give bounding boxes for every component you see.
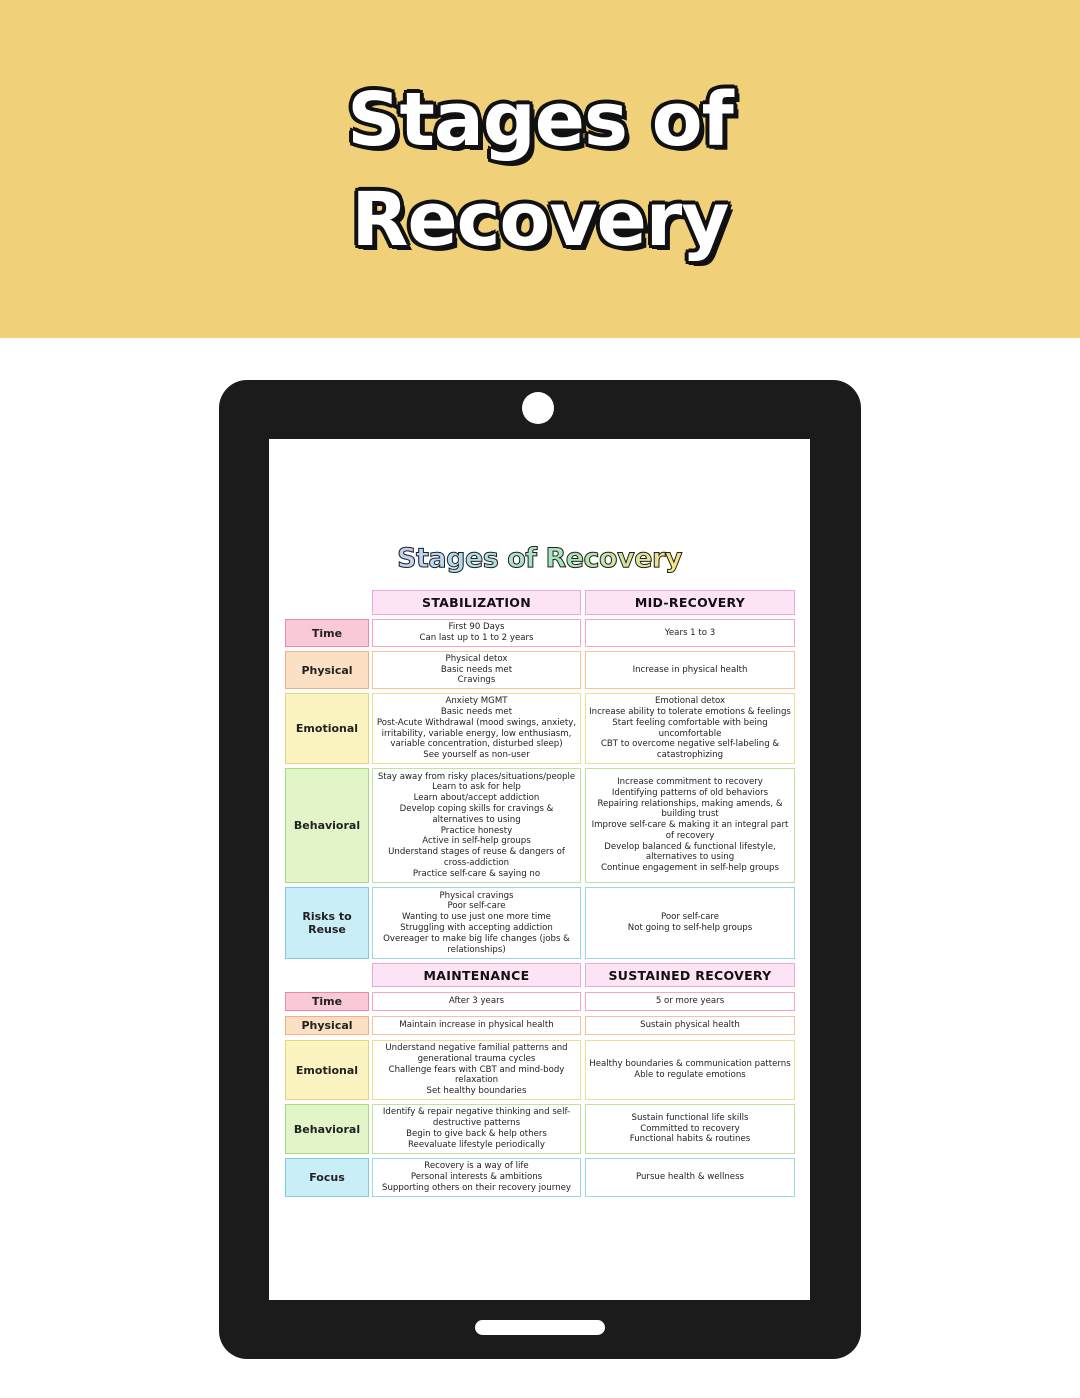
row-label-time: Time bbox=[285, 992, 369, 1011]
cell-line: Understand stages of reuse & dangers of bbox=[388, 847, 565, 858]
table-row bbox=[269, 768, 810, 883]
table-cell bbox=[372, 693, 581, 764]
row-label-emotional: Emotional bbox=[285, 693, 369, 764]
cell-line: Develop balanced & functional lifestyle, bbox=[604, 841, 776, 852]
cell-line: Struggling with accepting addiction bbox=[400, 923, 553, 933]
cell-line: catastrophizing bbox=[656, 750, 724, 761]
cell-line: building trust bbox=[661, 809, 719, 820]
cell-line: Practice honesty bbox=[440, 825, 513, 836]
row-label-physical: Physical bbox=[285, 651, 369, 689]
column-header-text: SUSTAINED RECOVERY bbox=[608, 967, 772, 983]
cell-line: Anxiety MGMT bbox=[445, 696, 508, 707]
cell-line: relaxation bbox=[454, 1075, 499, 1086]
table-cell bbox=[372, 1158, 581, 1197]
table-cell bbox=[585, 768, 795, 883]
cell-line: CBT to overcome negative self-labeling & bbox=[600, 739, 780, 750]
cell-line: Start feeling comfortable with being bbox=[612, 717, 768, 728]
cell-line: generational trauma cycles bbox=[417, 1053, 536, 1064]
cell-line: Committed to recovery bbox=[640, 1123, 740, 1134]
cell-line: Sustain functional life skills bbox=[631, 1112, 749, 1123]
header-banner bbox=[0, 0, 1080, 338]
cell-line: Overeager to make big life changes (jobs & bbox=[383, 933, 570, 944]
cell-line: 5 or more years bbox=[655, 996, 725, 1007]
camera-icon bbox=[522, 392, 554, 424]
cell-line: Learn to ask for help bbox=[432, 782, 521, 793]
row-label-behavioral: Behavioral bbox=[285, 768, 369, 883]
table-cell bbox=[585, 619, 795, 647]
table-row bbox=[269, 1016, 810, 1035]
table-cell bbox=[372, 1040, 581, 1100]
cell-line: Pursue health & wellness bbox=[635, 1172, 745, 1183]
cell-line: Physical detox bbox=[445, 653, 508, 664]
cell-line: Functional habits & routines bbox=[629, 1134, 751, 1145]
cell-line: alternatives to using bbox=[645, 852, 735, 863]
cell-line: Understand negative familial patterns and bbox=[385, 1043, 568, 1053]
table-row bbox=[269, 887, 810, 959]
table-cell bbox=[585, 1158, 795, 1197]
column-header bbox=[585, 590, 795, 615]
table-row bbox=[269, 1040, 810, 1100]
cell-line: Learn about/accept addiction bbox=[413, 793, 540, 804]
document-title: Stages of Recovery bbox=[269, 539, 810, 579]
column-header bbox=[372, 963, 581, 987]
cell-line: Personal interests & ambitions bbox=[410, 1172, 543, 1183]
column-header bbox=[372, 590, 581, 615]
row-label-risks: Risks to Reuse bbox=[285, 887, 369, 959]
table-row bbox=[269, 1158, 810, 1197]
cell-line: Wanting to use just one more time bbox=[402, 912, 551, 923]
cell-line: Poor self-care bbox=[447, 901, 506, 912]
table-cell bbox=[372, 651, 581, 689]
cell-line: Able to regulate emotions bbox=[634, 1070, 746, 1080]
cell-line: Emotional detox bbox=[654, 696, 726, 707]
cell-line: Set healthy boundaries bbox=[426, 1086, 527, 1097]
cell-line: Identify & repair negative thinking and self- bbox=[382, 1107, 571, 1118]
table-cell bbox=[372, 619, 581, 647]
cell-line: Practice self-care & saying no bbox=[412, 868, 541, 879]
cell-line: cross-addiction bbox=[443, 857, 510, 868]
cell-line: Stay away from risky places/situations/people bbox=[377, 771, 576, 782]
table-cell bbox=[585, 1016, 795, 1035]
tablet-screen bbox=[269, 439, 810, 1300]
table-cell bbox=[585, 651, 795, 689]
cell-line: alternatives to using bbox=[432, 814, 521, 825]
column-header bbox=[585, 963, 795, 987]
cell-line: destructive patterns bbox=[432, 1118, 521, 1129]
cell-line: Increase commitment to recovery bbox=[617, 776, 763, 787]
column-header-text: MAINTENANCE bbox=[423, 967, 530, 983]
cell-line: Increase ability to tolerate emotions & feelings bbox=[589, 706, 791, 717]
cell-line: Develop coping skills for cravings & bbox=[399, 803, 554, 814]
cell-line: Not going to self-help groups bbox=[627, 923, 753, 933]
cell-line: See yourself as non-user bbox=[423, 750, 530, 761]
cell-line: After 3 years bbox=[448, 996, 505, 1007]
banner-title-line2: Recovery bbox=[351, 177, 729, 263]
cell-line: Reevaluate lifestyle periodically bbox=[407, 1139, 546, 1150]
table-cell bbox=[585, 992, 795, 1011]
cell-line: Sustain physical health bbox=[640, 1020, 740, 1031]
table-row bbox=[269, 693, 810, 764]
row-label-behavioral: Behavioral bbox=[285, 1104, 369, 1154]
cell-line: Basic needs met bbox=[440, 706, 513, 717]
table-row bbox=[269, 651, 810, 689]
row-label-focus: Focus bbox=[285, 1158, 369, 1197]
banner-title-line1: Stages of bbox=[347, 77, 733, 163]
cell-line: of recovery bbox=[665, 830, 715, 841]
home-button[interactable] bbox=[475, 1320, 605, 1335]
cell-line: Supporting others on their recovery journey bbox=[382, 1182, 571, 1193]
table-cell bbox=[585, 1104, 795, 1154]
cell-line: variable concentration, disturbed sleep) bbox=[390, 739, 563, 750]
table-row bbox=[269, 992, 810, 1011]
column-header-text: MID-RECOVERY bbox=[634, 595, 746, 610]
cell-line: Maintain increase in physical health bbox=[399, 1020, 554, 1031]
cell-line: Recovery is a way of life bbox=[424, 1161, 529, 1172]
table-cell bbox=[585, 693, 795, 764]
cell-line: Physical cravings bbox=[439, 890, 514, 901]
cell-line: Begin to give back & help others bbox=[406, 1129, 547, 1139]
cell-line: Identifying patterns of old behaviors bbox=[611, 787, 769, 798]
table-cell bbox=[585, 887, 795, 959]
table-cell bbox=[372, 1104, 581, 1154]
cell-line: First 90 Days bbox=[448, 622, 505, 633]
cell-line: relationships) bbox=[447, 944, 506, 955]
table-header-row bbox=[269, 963, 810, 987]
cell-line: Healthy boundaries & communication patterns bbox=[589, 1059, 791, 1070]
cell-line: Active in self-help groups bbox=[422, 836, 531, 847]
column-header-text: STABILIZATION bbox=[422, 595, 531, 610]
row-label-physical: Physical bbox=[285, 1016, 369, 1035]
cell-line: Repairing relationships, making amends, & bbox=[597, 798, 783, 809]
cell-line: Challenge fears with CBT and mind-body bbox=[388, 1064, 565, 1075]
table-header-row bbox=[269, 590, 810, 615]
row-label-time: Time bbox=[285, 619, 369, 647]
table-cell bbox=[372, 992, 581, 1011]
cell-line: Post-Acute Withdrawal (mood swings, anxiety, bbox=[376, 717, 577, 728]
cell-line: uncomfortable bbox=[658, 728, 722, 739]
banner-title bbox=[0, 70, 1080, 270]
cell-line: Years 1 to 3 bbox=[664, 627, 716, 638]
cell-line: Cravings bbox=[457, 675, 496, 686]
table-row bbox=[269, 619, 810, 647]
cell-line: Basic needs met bbox=[440, 664, 513, 675]
table-cell bbox=[372, 887, 581, 959]
table-row bbox=[269, 1104, 810, 1154]
cell-line: irritability, variable energy, low enthusiasm, bbox=[381, 728, 572, 739]
tablet-frame bbox=[219, 380, 861, 1359]
cell-line: Can last up to 1 to 2 years bbox=[419, 633, 534, 643]
table-cell bbox=[372, 1016, 581, 1035]
cell-line: Improve self-care & making it an integral part bbox=[591, 820, 789, 831]
cell-line: Continue engagement in self-help groups bbox=[601, 863, 779, 874]
table-cell bbox=[372, 768, 581, 883]
cell-line: Increase in physical health bbox=[632, 664, 748, 675]
cell-line: Poor self-care bbox=[660, 912, 720, 923]
table-cell bbox=[585, 1040, 795, 1100]
row-label-emotional: Emotional bbox=[285, 1040, 369, 1100]
